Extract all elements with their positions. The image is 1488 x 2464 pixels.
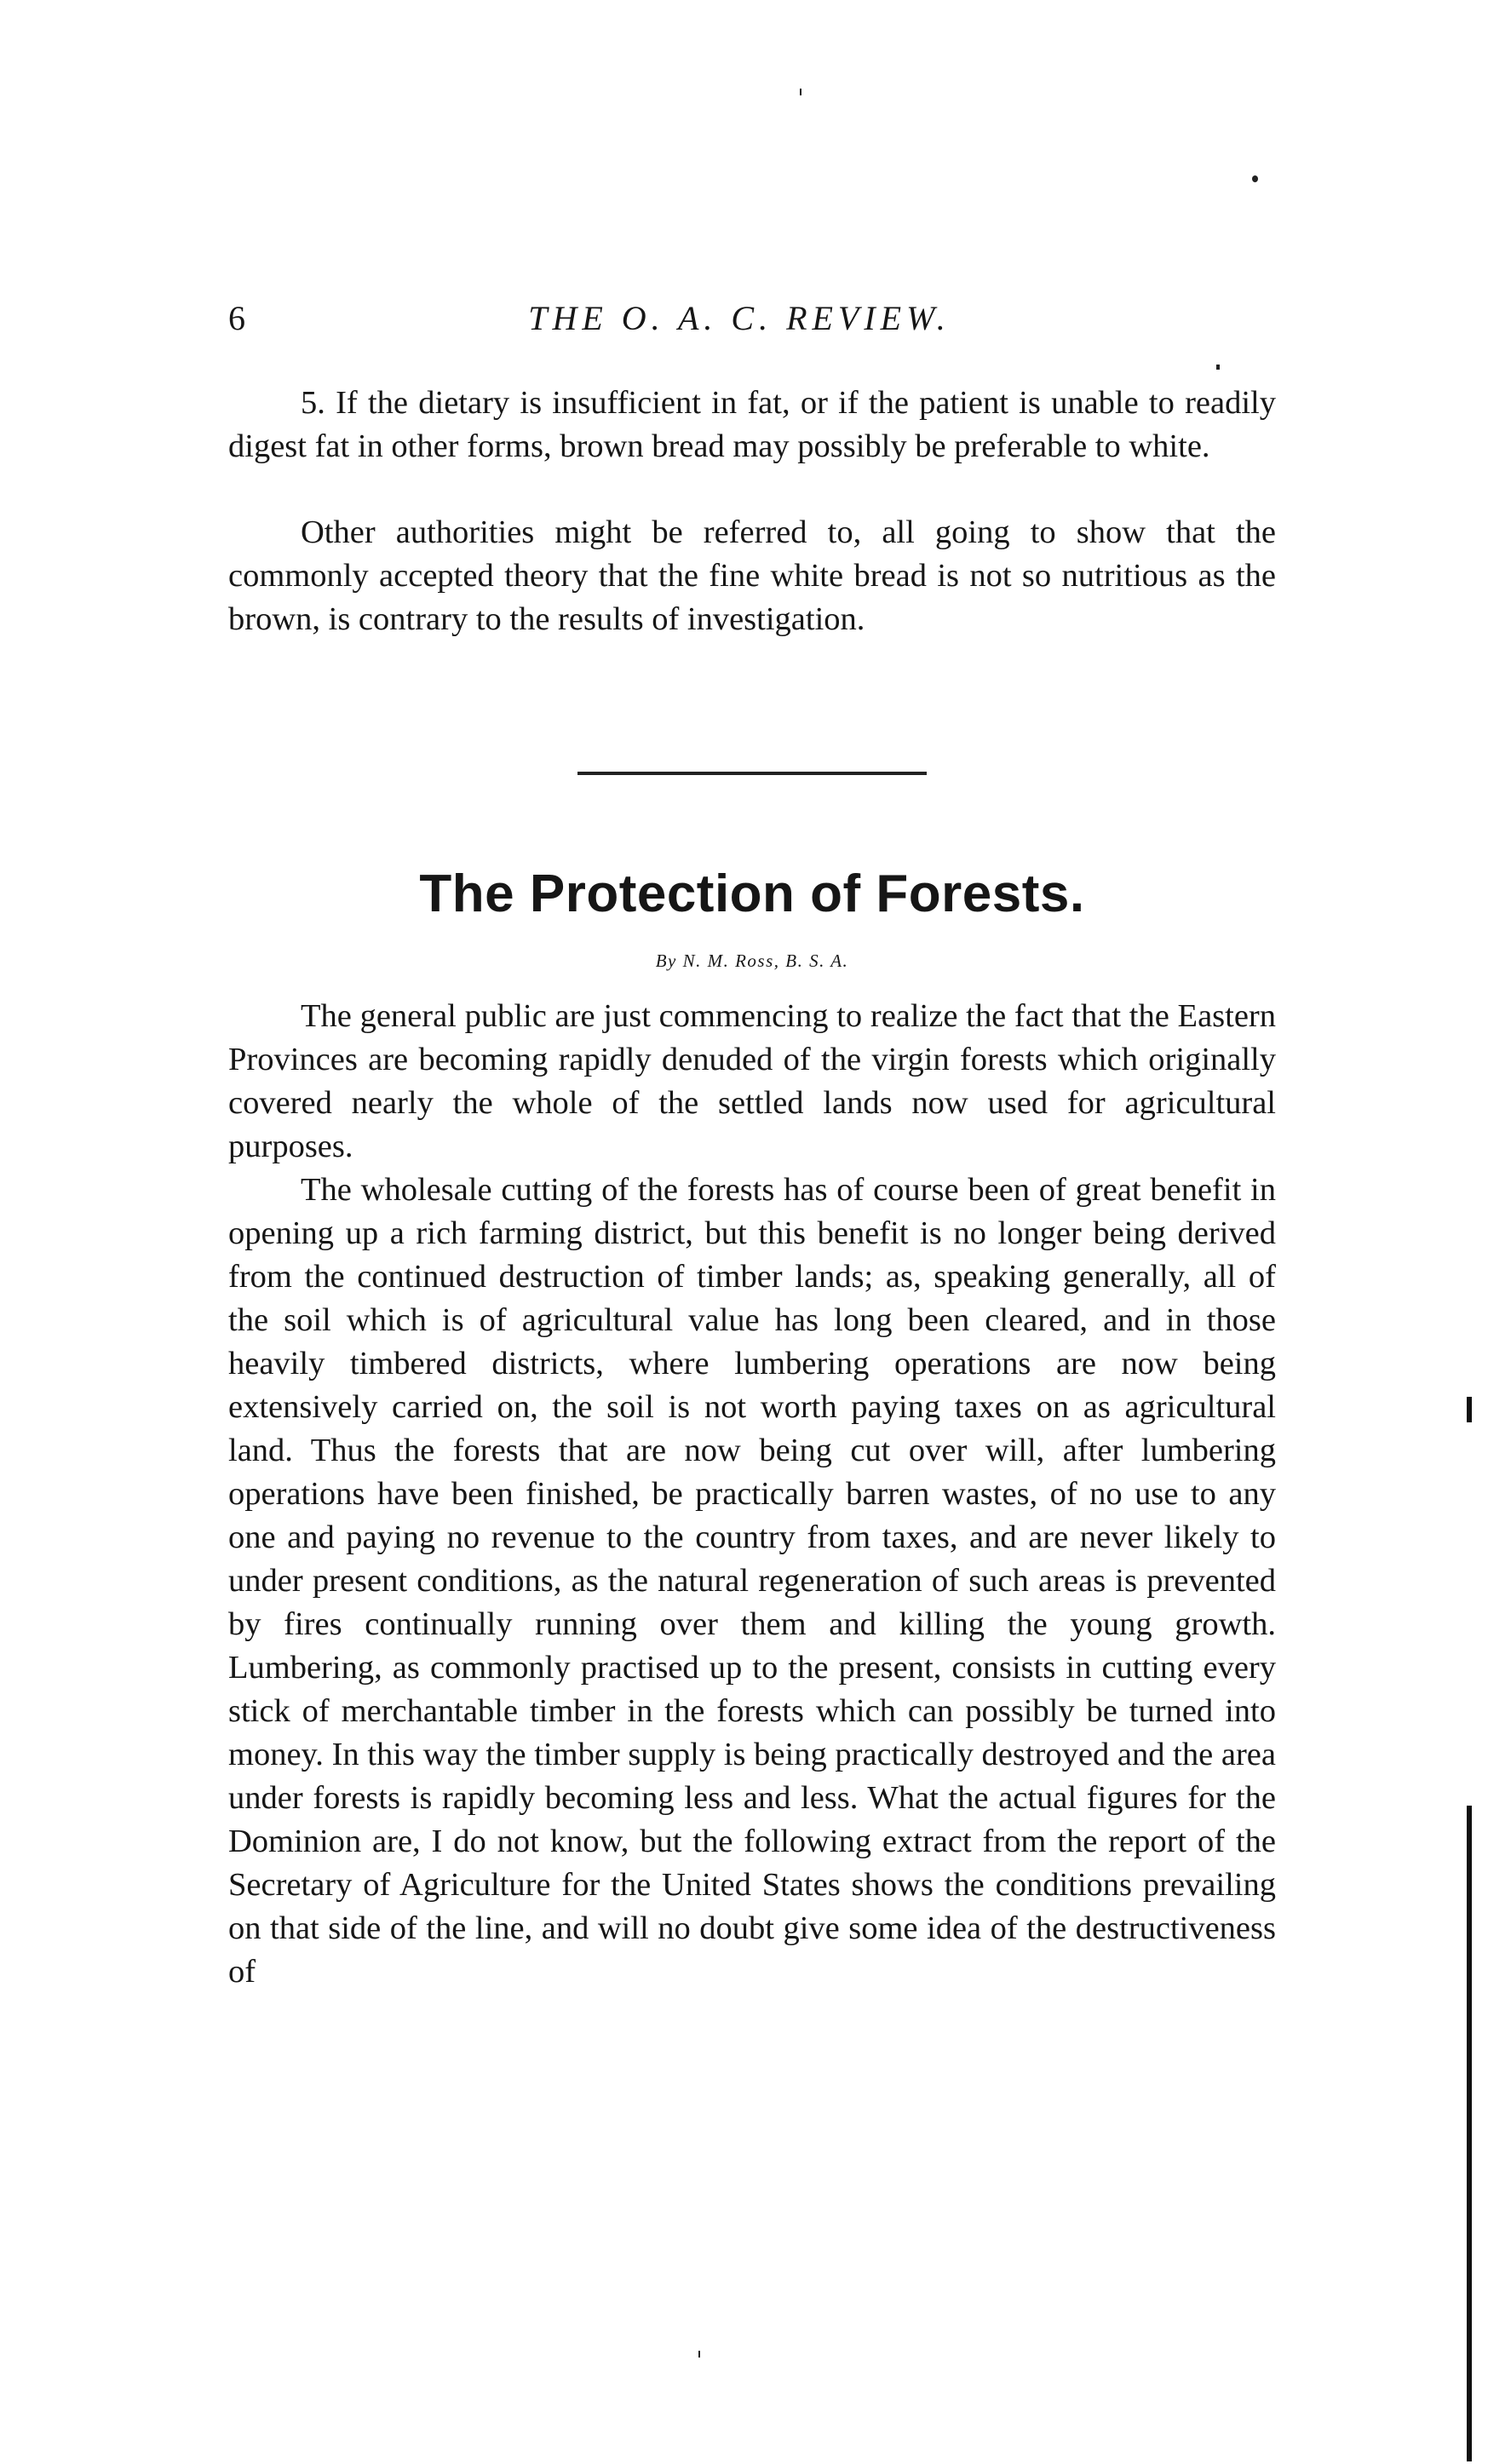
intro-paragraph: 5. If the dietary is insufficient in fat, or if the patient is unable to readily digest fat in other forms, brown bread may possibly be preferable to white. (228, 385, 1276, 464)
article-byline: By N. M. Ross, B. S. A. (655, 951, 849, 971)
article-text-block (228, 995, 1276, 1169)
page-header (228, 293, 1276, 344)
section-divider (577, 772, 927, 775)
scan-speck (698, 2351, 700, 2358)
scan-speck (800, 89, 801, 95)
scan-margin-line (1467, 1397, 1472, 1422)
scan-speck (1216, 365, 1220, 370)
article-text-block (228, 1169, 1276, 1994)
scan-margin-line (1467, 1806, 1472, 2461)
running-head: THE O. A. C. REVIEW. (528, 299, 951, 337)
article-title: The Protection of Forests. (419, 864, 1085, 923)
intro-text-block (228, 382, 1276, 468)
page-number: 6 (228, 299, 245, 337)
intro-paragraph: Other authorities might be referred to, all going to show that the commonly accepted theory that the fine white bread is not so nutritious as the brown, is contrary to the results of investigation. (228, 514, 1276, 637)
article-paragraph: The general public are just commencing to realize the fact that the Eastern Provinces are becoming rapidly denuded of the virgin forests which originally covered nearly the whole of the settled lands now used for agricultural purposes. (228, 998, 1276, 1164)
article-paragraph: The wholesale cutting of the forests has of course been of great benefit in opening up a rich farming district, but this benefit is no longer being derived from the continued destruction of timber lands; as, speaking generally, all of the soil which is of agricultural value has long been cleared, and in those heavily timbered districts, where lumbering operations are now being extensively carried on, the soil is not worth paying taxes on as agricultural land. Thus the forests that are now being cut over will, after lumbering operations have been finished, be practically barren wastes, of no use to any one and paying no revenue to the country from taxes, and are never likely to under present conditions, as the natural regeneration of such areas is prevented by fires continually running over them and killing the young growth. Lumbering, as commonly practised up to the present, consists in cutting every stick of merchantable timber in the forests which can possibly be turned into money. In this way the timber supply is being practically destroyed and the area under forests is rapidly becoming less and less. What the actual figures for the Dominion are, I do not know, but the following extract from the report of the Secretary of Agriculture for the United States shows the conditions prevailing on that side of the line, and will no doubt give some idea of the destructiveness of (228, 1172, 1276, 1990)
intro-text-block (228, 511, 1276, 641)
scan-speck (1252, 175, 1258, 182)
